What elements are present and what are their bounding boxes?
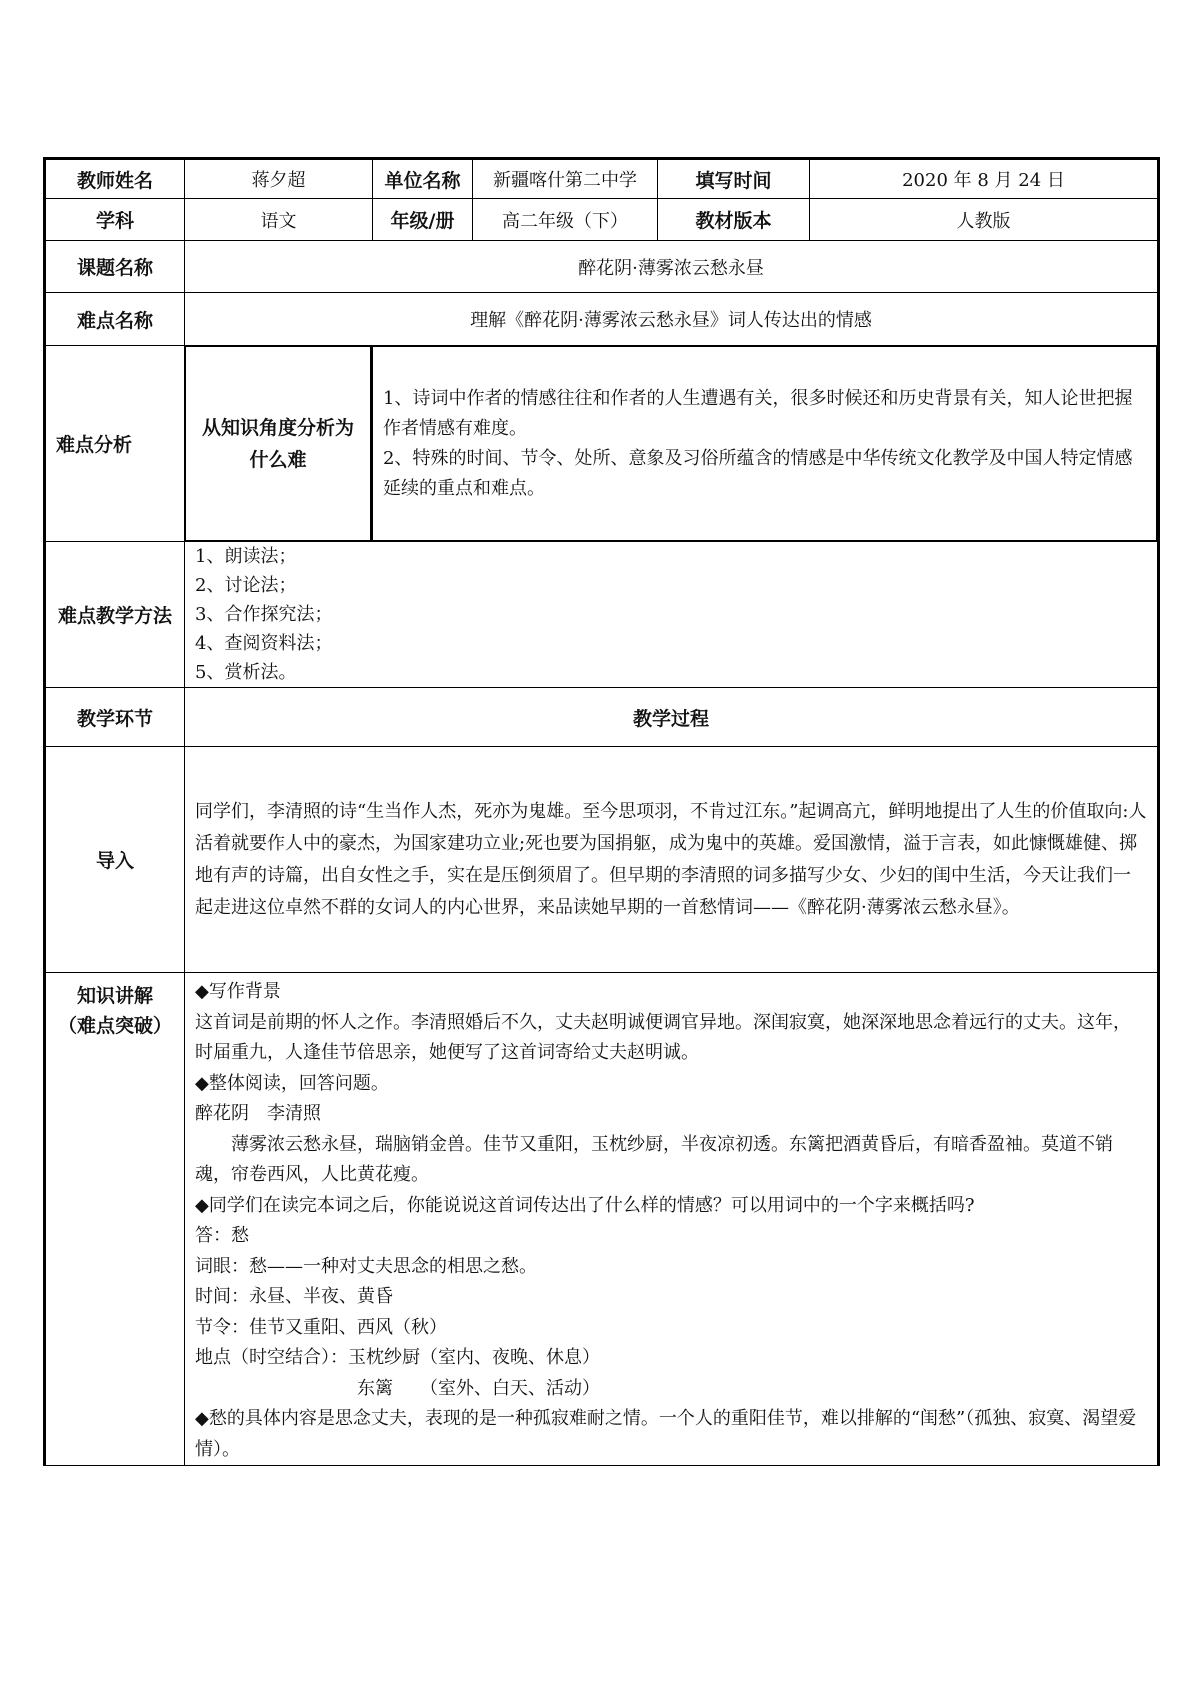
- analysis-point-2: 2、特殊的时间、节令、处所、意象及习俗所蕴含的情感是中华传统文化教学及中国人特定情感延续的重点和难点。: [383, 447, 1133, 499]
- subject-value: 语文: [185, 199, 373, 241]
- intro-row: [45, 747, 1159, 973]
- unit-name-value: 新疆喀什第二中学: [473, 159, 658, 199]
- method-item: 1、朗读法；: [195, 546, 297, 567]
- fill-date-value: 2020 年 8 月 24 日: [810, 159, 1159, 199]
- edition-label: 教材版本: [658, 199, 810, 241]
- knowledge-content: [185, 973, 1159, 1466]
- methods-label: 难点教学方法: [45, 542, 185, 688]
- process-content-header: 教学过程: [185, 688, 1159, 747]
- knowledge-label-line2: （难点突破）: [57, 1015, 172, 1037]
- subject-label: 学科: [45, 199, 185, 241]
- difficulty-value: 理解《醉花阴·薄雾浓云愁永昼》词人传达出的情感: [185, 293, 1159, 346]
- grade-label: 年级/册: [373, 199, 473, 241]
- place-text-2: 东篱 （室外、白天、活动）: [195, 1377, 600, 1399]
- teacher-name-value: 蒋夕超: [185, 159, 373, 199]
- lesson-plan-table: [43, 157, 1160, 1466]
- analysis-points: [372, 347, 1157, 541]
- difficulty-row: [45, 293, 1159, 346]
- topic-value: 醉花阴·薄雾浓云愁永昼: [185, 241, 1159, 293]
- info-row-2: [45, 199, 1159, 241]
- intro-label: 导入: [45, 747, 185, 973]
- method-item: 4、查阅资料法；: [195, 633, 333, 654]
- methods-row: [45, 542, 1159, 688]
- reading-heading: ◆整体阅读，回答问题。: [195, 1072, 389, 1094]
- analysis-label: 难点分析: [45, 346, 185, 542]
- intro-text: 同学们，李清照的诗“生当作人杰，死亦为鬼雄。至今思项羽，不肯过江东。”起调高亢，鲜明地提出了人生的价值取向:人活着就要作人中的豪杰，为国家建功立业;死也要为国捐躯，成为鬼中的英雄。爱国激情，溢于言表，如此慷慨雄健、掷地有声的诗篇，出自女性之手，实在是压倒须眉了。但早期的李清照的词多描写少女、少妇的闺中生活，今天让我们一起走进这位卓然不群的女词人的内心世界，来品读她早期的一首愁情词——《醉花阴·薄雾浓云愁永昼》。: [185, 747, 1159, 973]
- difficulty-label: 难点名称: [45, 293, 185, 346]
- info-row-1: [45, 159, 1159, 199]
- methods-list: [185, 542, 1159, 688]
- unit-name-label: 单位名称: [373, 159, 473, 199]
- background-text: 这首词是前期的怀人之作。李清照婚后不久，丈夫赵明诚便调官异地。深闺寂寞，她深深地思念着远行的丈夫。这年，时届重九，人逢佳节倍思亲，她便写了这首词寄给丈夫赵明诚。: [195, 1011, 1131, 1063]
- topic-label: 课题名称: [45, 241, 185, 293]
- time-text: 时间：永昼、半夜、黄昏: [195, 1286, 393, 1307]
- knowledge-label-line1: 知识讲解: [76, 985, 153, 1007]
- question-text: ◆同学们在读完本词之后，你能说说这首词传达出了什么样的情感？可以用词中的一个字来概括吗?: [195, 1194, 975, 1216]
- knowledge-label: [45, 973, 185, 1466]
- process-stage-header: 教学环节: [45, 688, 185, 747]
- season-text: 节令：佳节又重阳、西风（秋）: [195, 1316, 447, 1338]
- method-item: 3、合作探究法；: [195, 604, 333, 625]
- word-eye-text: 词眼：愁——一种对丈夫思念的相思之愁。: [195, 1255, 537, 1277]
- edition-value: 人教版: [810, 199, 1159, 241]
- process-header-row: [45, 688, 1159, 747]
- analysis-point-1: 1、诗词中作者的情感往往和作者的人生遭遇有关，很多时候还和历史背景有关，知人论世把握作者情感有难度。: [383, 387, 1133, 439]
- grade-value: 高二年级（下）: [473, 199, 658, 241]
- teacher-name-label: 教师姓名: [45, 159, 185, 199]
- answer-text: 答：愁: [195, 1225, 249, 1246]
- poem-title: 醉花阴 李清照: [195, 1103, 321, 1124]
- analysis-row: [45, 346, 1159, 542]
- knowledge-row: [45, 973, 1159, 1466]
- topic-row: [45, 241, 1159, 293]
- analysis-sub-label: 从知识角度分析为什么难: [186, 347, 372, 541]
- lesson-plan-page: [43, 157, 1157, 1466]
- place-text-1: 地点（时空结合）：玉枕纱厨（室内、夜晚、休息）: [195, 1347, 600, 1368]
- sorrow-content-text: ◆愁的具体内容是思念丈夫，表现的是一种孤寂难耐之情。一个人的重阳佳节，难以排解的“闺愁”（孤独、寂寞、渴望爱情）。: [195, 1408, 1137, 1460]
- fill-date-label: 填写时间: [658, 159, 810, 199]
- background-heading: ◆写作背景: [195, 981, 281, 1002]
- poem-text: 薄雾浓云愁永昼，瑞脑销金兽。佳节又重阳，玉枕纱厨，半夜凉初透。东篱把酒黄昏后，有暗香盈袖。莫道不销魂，帘卷西风，人比黄花瘦。: [195, 1133, 1113, 1185]
- method-item: 5、赏析法。: [195, 662, 297, 683]
- method-item: 2、讨论法；: [195, 575, 297, 596]
